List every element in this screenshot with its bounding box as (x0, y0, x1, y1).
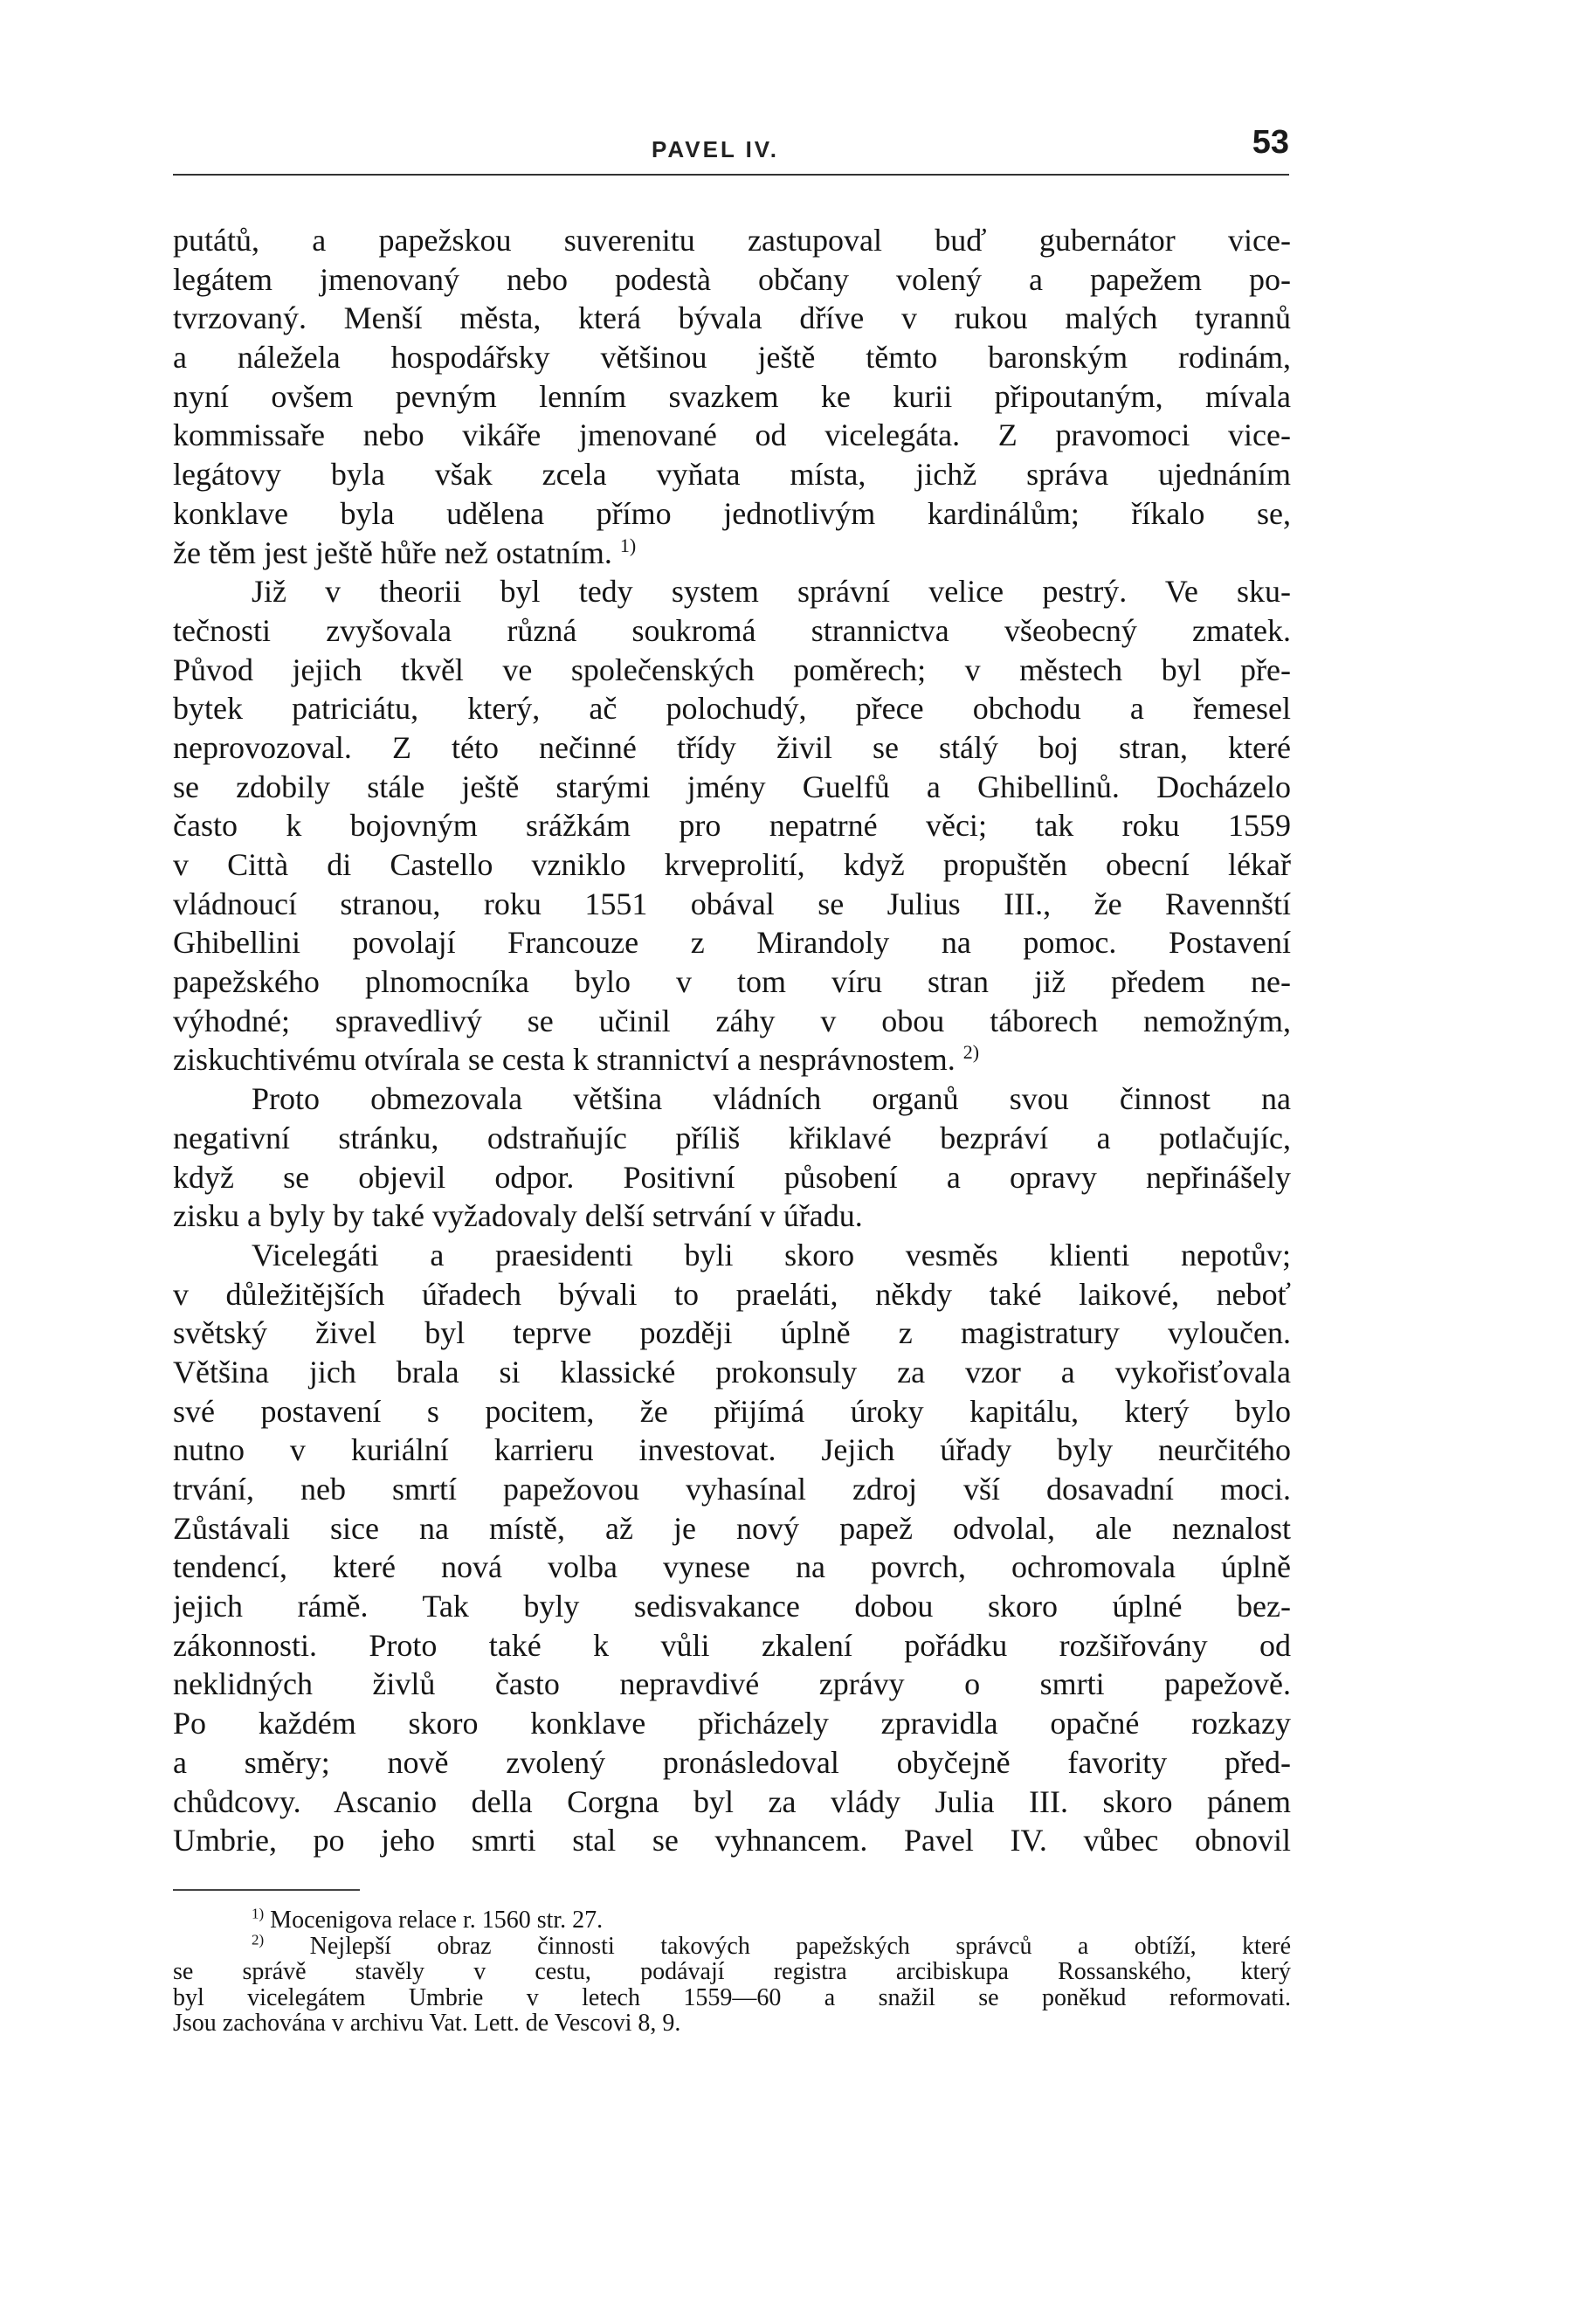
footnote-line (173, 2010, 1291, 2037)
text-line (173, 1392, 1291, 1431)
footnote-marker: 1) (252, 1907, 265, 1922)
line-text: papežského plnomocníka bylo v tom víru stran již předem ne- (173, 964, 1291, 1000)
text-line (173, 1626, 1291, 1665)
line-text: zákonnosti. Proto také k vůli zkalení pořádku rozšiřovány od (173, 1627, 1291, 1663)
text-line (173, 1353, 1291, 1392)
line-text: ziskuchtivému otvírala se cesta k strannictví a nesprávnostem. (173, 1042, 956, 1078)
text-line (173, 1743, 1291, 1783)
line-text: konklave byla udělena přímo jednotlivým kardinálům; říkalo se, (173, 495, 1291, 531)
line-text: vládnoucí stranou, roku 1551 obával se Julius III., že Ravennští (173, 886, 1291, 921)
line-text: Většina jich brala si klassické prokonsuly za vzor a vykořisťovala (173, 1354, 1291, 1390)
line-text: putátů, a papežskou suverenitu zastupoval buď gubernátor vice- (173, 223, 1291, 258)
footnote-line (173, 1934, 1291, 1960)
text-line (173, 768, 1291, 807)
line-text: zisku a byly by také vyžadovaly delší setrvání v úřadu. (173, 1198, 863, 1234)
footnote-ref: 2) (962, 1041, 980, 1064)
text-line (173, 1158, 1291, 1197)
text-line (173, 1275, 1291, 1314)
text-line (173, 962, 1291, 1002)
text-line (173, 728, 1291, 768)
line-text: světský živel byl teprve později úplně z magistratury vyloučen. (173, 1315, 1291, 1351)
text-line (173, 1470, 1291, 1509)
footnote-separator (173, 1889, 360, 1891)
footnote-ref: 1) (619, 534, 637, 556)
line-text: tečnosti zvyšovala různá soukromá strannictva všeobecný zmatek. (173, 612, 1291, 648)
footnote-line (173, 1959, 1291, 1985)
text-line (173, 455, 1291, 494)
text-line (173, 651, 1291, 690)
text-line (173, 845, 1291, 885)
text-line (173, 1314, 1291, 1353)
footnote-text: Jsou zachována v archivu Vat. Lett. de Vescovi 8, 9. (173, 2010, 681, 2037)
footnote (173, 1934, 1291, 2037)
line-text: v Città di Castello vzniklo krveprolití, když propuštěn obecní lékař (173, 847, 1291, 882)
line-text: a směry; nově zvolený pronásledoval obyčejně favority před- (173, 1744, 1291, 1780)
footnote-text: Nejlepší obraz činnosti takových papežských správců a obtíží, které (309, 1933, 1291, 1959)
line-text: neprovozoval. Z této nečinné třídy živil se stálý boj stran, které (173, 729, 1291, 765)
line-text: chůdcovy. Ascanio della Corgna byl za vlády Julia III. skoro pánem (173, 1783, 1291, 1819)
line-text: své postavení s pocitem, že přijímá úroky kapitálu, který bylo (173, 1393, 1291, 1429)
page-number: 53 (1252, 124, 1289, 161)
text-line (173, 1665, 1291, 1704)
line-text: legátovy byla však zcela vyňata místa, jichž správa ujednáním (173, 457, 1291, 493)
text-line (173, 1509, 1291, 1548)
line-text: nyní ovšem pevným lenním svazkem ke kurii připoutaným, mívala (173, 378, 1291, 414)
main-text (173, 221, 1291, 1860)
footnote-marker: 2) (252, 1933, 265, 1948)
line-text: Vicelegáti a praesidenti byli skoro vesměs klienti nepotův; (252, 1237, 1291, 1272)
line-text: a náležela hospodářsky většinou ještě těmto baronským rodinám, (173, 340, 1291, 376)
line-text: nutno v kuriální karrieru investovat. Jejich úřady byly neurčitého (173, 1432, 1291, 1468)
text-line (173, 923, 1291, 962)
text-line (173, 1119, 1291, 1158)
paragraph (173, 572, 1291, 1079)
text-line (173, 1002, 1291, 1041)
text-line (173, 534, 1291, 573)
paragraph (173, 1079, 1291, 1236)
text-line (173, 221, 1291, 260)
line-text: výhodné; spravedlivý se učinil záhy v obou táborech nemožným, (173, 1003, 1291, 1038)
text-line (173, 1431, 1291, 1470)
text-line (173, 1040, 1291, 1079)
text-line (173, 806, 1291, 845)
text-line (173, 885, 1291, 924)
line-text: Po každém skoro konklave přicházely zpravidla opačné rozkazy (173, 1706, 1291, 1741)
line-text: Zůstávali sice na místě, až je nový papež odvolal, ale neznalost (173, 1510, 1291, 1546)
footnote-line (173, 1985, 1291, 2011)
text-line (173, 338, 1291, 377)
text-line (173, 494, 1291, 534)
line-text: v důležitějších úřadech bývali to praeláti, někdy také laikové, neboť (173, 1276, 1291, 1312)
text-line (173, 416, 1291, 455)
line-text: tvrzovaný. Menší města, která bývala dříve v rukou malých tyrannů (173, 300, 1291, 336)
running-title: PAVEL IV. (652, 136, 779, 162)
footnote-line (173, 1907, 1291, 1934)
text-line (173, 1236, 1291, 1275)
line-text: Proto obmezovala většina vládních organů svou činnost na (252, 1081, 1291, 1117)
text-line (173, 1783, 1291, 1822)
line-text: často k bojovným srážkám pro nepatrné věci; tak roku 1559 (173, 808, 1291, 844)
line-text: Ghibellini povolají Francouze z Mirandoly na pomoc. Postavení (173, 925, 1291, 961)
text-line (173, 1079, 1291, 1119)
line-text: kommissaře nebo vikáře jmenované od vicelegáta. Z pravomoci vice- (173, 417, 1291, 453)
text-line (173, 1821, 1291, 1860)
text-line (173, 299, 1291, 338)
text-line (173, 1587, 1291, 1626)
text-line (173, 260, 1291, 300)
line-text: tendencí, které nová volba vynese na povrch, ochromovala úplně (173, 1549, 1291, 1585)
line-text: Již v theorii byl tedy system správní velice pestrý. Ve sku- (252, 574, 1291, 610)
line-text: se zdobily stále ještě starými jmény Guelfů a Ghibellinů. Docházelo (173, 769, 1291, 804)
footnote-text: byl vicelegátem Umbrie v letech 1559—60 a snažil se poněkud reformovati. (173, 1984, 1291, 2010)
footnote (173, 1907, 1291, 1934)
line-text: když se objevil odpor. Positivní působení a opravy nepřinášely (173, 1159, 1291, 1195)
line-text: Umbrie, po jeho smrti stal se vyhnancem. Pavel IV. vůbec obnovil (173, 1823, 1291, 1859)
line-text: trvání, neb smrtí papežovou vyhasínal zdroj vší dosavadní moci. (173, 1472, 1291, 1507)
text-line (173, 1196, 1291, 1236)
footnote-text: se správě stavěly v cestu, podávají registra arcibiskupa Rossanského, který (173, 1959, 1291, 1985)
line-text: jejich rámě. Tak byly sedisvakance dobou skoro úplné bez- (173, 1589, 1291, 1624)
page-header (173, 124, 1289, 173)
text-line (173, 1548, 1291, 1587)
footnote-text: Mocenigova relace r. 1560 str. 27. (270, 1907, 604, 1934)
line-text: že těm jest ještě hůře než ostatním. (173, 534, 612, 570)
text-line (173, 689, 1291, 728)
line-text: bytek patriciátu, který, ač polochudý, přece obchodu a řemesel (173, 691, 1291, 727)
line-text: legátem jmenovaný nebo podestà občany volený a papežem po- (173, 261, 1291, 297)
text-line (173, 611, 1291, 651)
paragraph (173, 1236, 1291, 1860)
text-line (173, 1704, 1291, 1743)
line-text: negativní stránku, odstraňujíc příliš křiklavé bezpráví a potlačujíc, (173, 1120, 1291, 1155)
line-text: neklidných živlů často nepravdivé zprávy o smrti papežově. (173, 1666, 1291, 1702)
line-text: Původ jejich tkvěl ve společenských poměrech; v městech byl pře- (173, 652, 1291, 687)
header-rule (173, 174, 1289, 176)
paragraph (173, 221, 1291, 572)
text-line (173, 377, 1291, 417)
text-line (173, 572, 1291, 611)
footnotes (173, 1907, 1291, 2037)
